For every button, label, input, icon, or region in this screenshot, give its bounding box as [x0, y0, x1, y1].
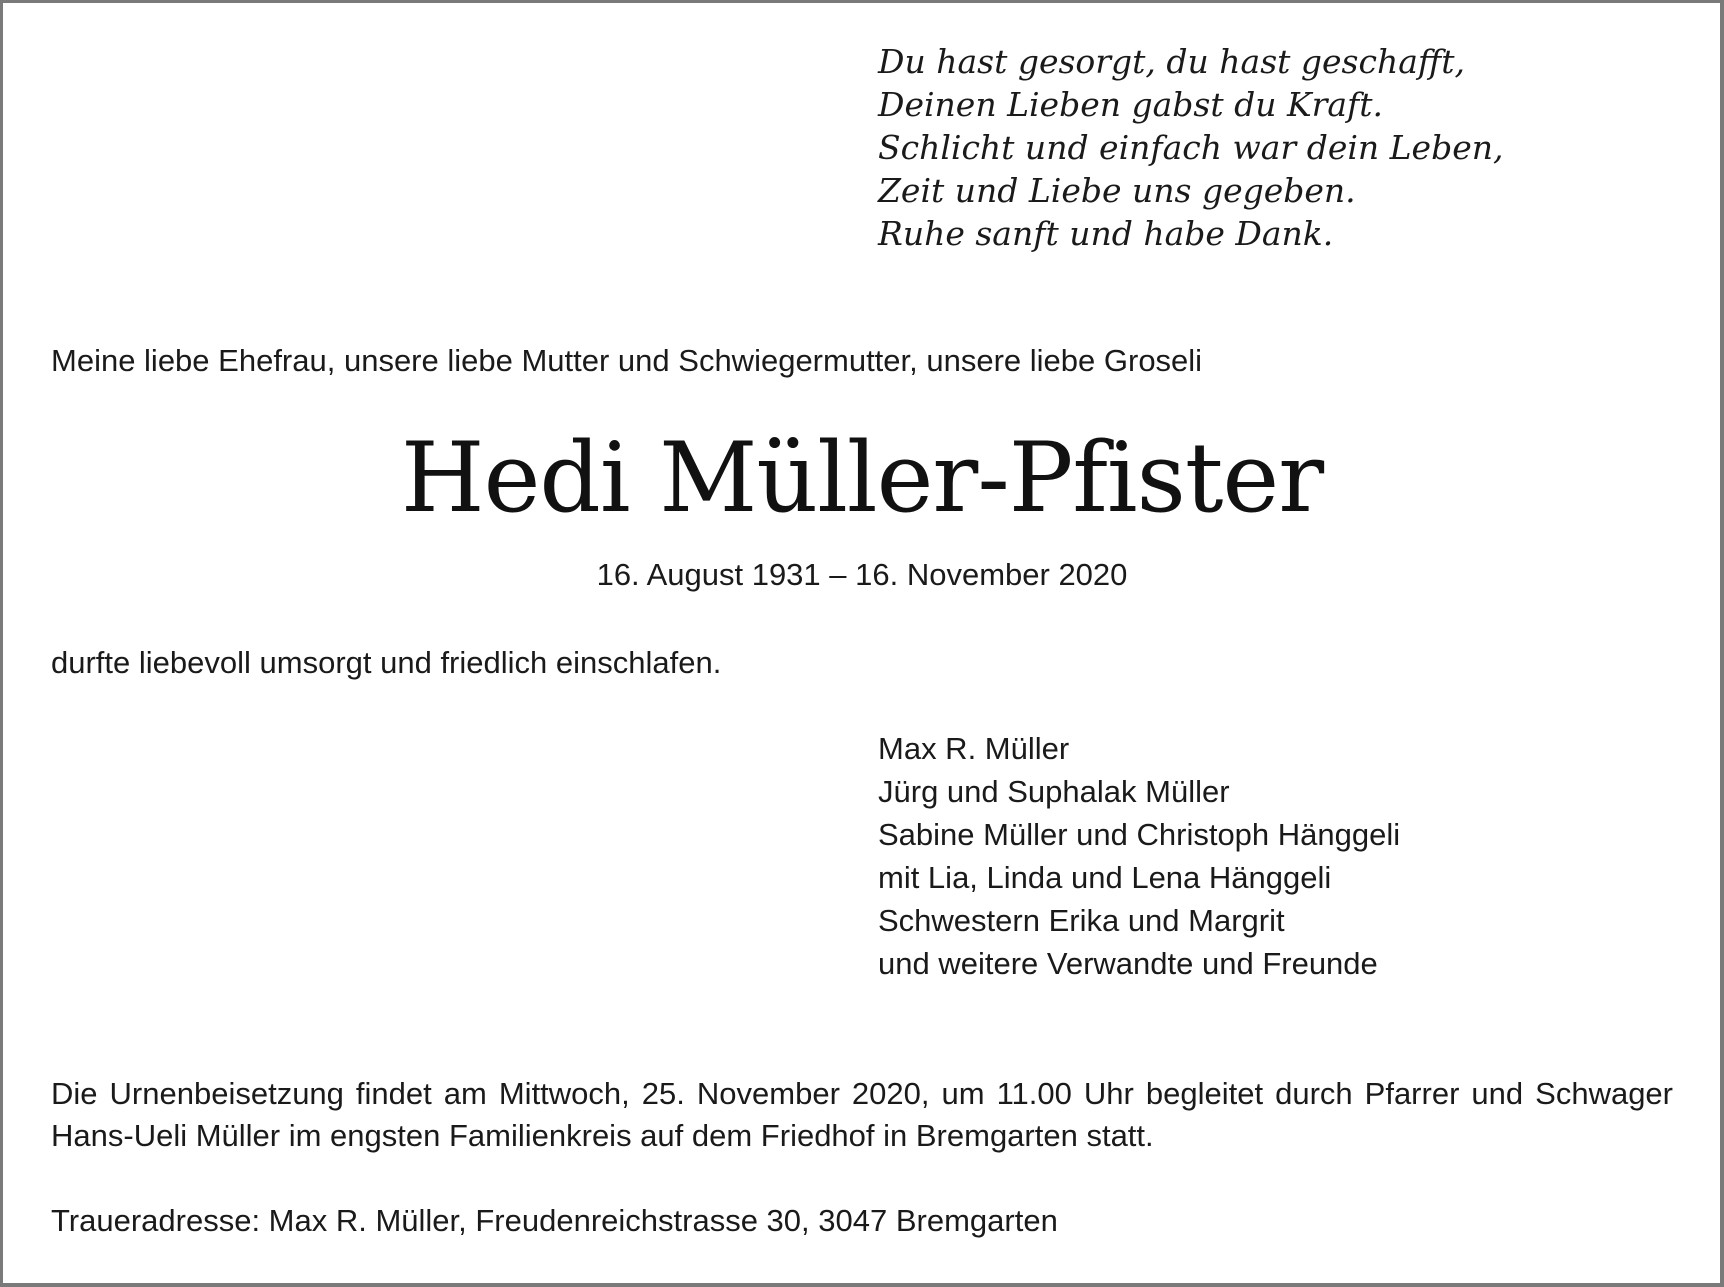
life-dates: 16. August 1931 – 16. November 2020	[596, 557, 1128, 592]
poem-line: Ruhe sanft und habe Dank.	[878, 214, 1334, 253]
poem-line: Schlicht und einfach war dein Leben,	[878, 128, 1504, 167]
mourner-line: mit Lia, Linda und Lena Hänggeli	[878, 860, 1332, 895]
poem-line: Du hast gesorgt, du hast geschafft,	[878, 42, 1466, 81]
intro-text: Meine liebe Ehefrau, unsere liebe Mutter und Schwiegermutter, unsere liebe Groseli	[51, 343, 1203, 378]
memorial-poem	[878, 40, 1504, 255]
mourner-line: Jürg und Suphalak Müller	[878, 774, 1230, 809]
poem-line: Zeit und Liebe uns gegeben.	[878, 171, 1356, 210]
mourning-address: Traueradresse: Max R. Müller, Freudenreichstrasse 30, 3047 Bremgarten	[51, 1203, 1058, 1238]
deceased-name: Hedi Müller-Pfister	[400, 422, 1324, 534]
mourner-line: und weitere Verwandte und Freunde	[878, 946, 1378, 981]
mourners-list	[878, 727, 1400, 985]
burial-announcement: Die Urnenbeisetzung findet am Mittwoch, 25. November 2020, um 11.00 Uhr begleitet durch Pfarrer und Schwager Hans-Ueli Müller im engsten Familienkreis auf dem Friedhof in Bremgarten statt.	[51, 1076, 1673, 1153]
mourner-line: Schwestern Erika und Margrit	[878, 903, 1285, 938]
poem-line: Deinen Lieben gabst du Kraft.	[878, 85, 1384, 124]
passing-text: durfte liebevoll umsorgt und friedlich einschlafen.	[51, 645, 722, 680]
mourner-line: Max R. Müller	[878, 731, 1070, 766]
mourner-line: Sabine Müller und Christoph Hänggeli	[878, 817, 1401, 852]
